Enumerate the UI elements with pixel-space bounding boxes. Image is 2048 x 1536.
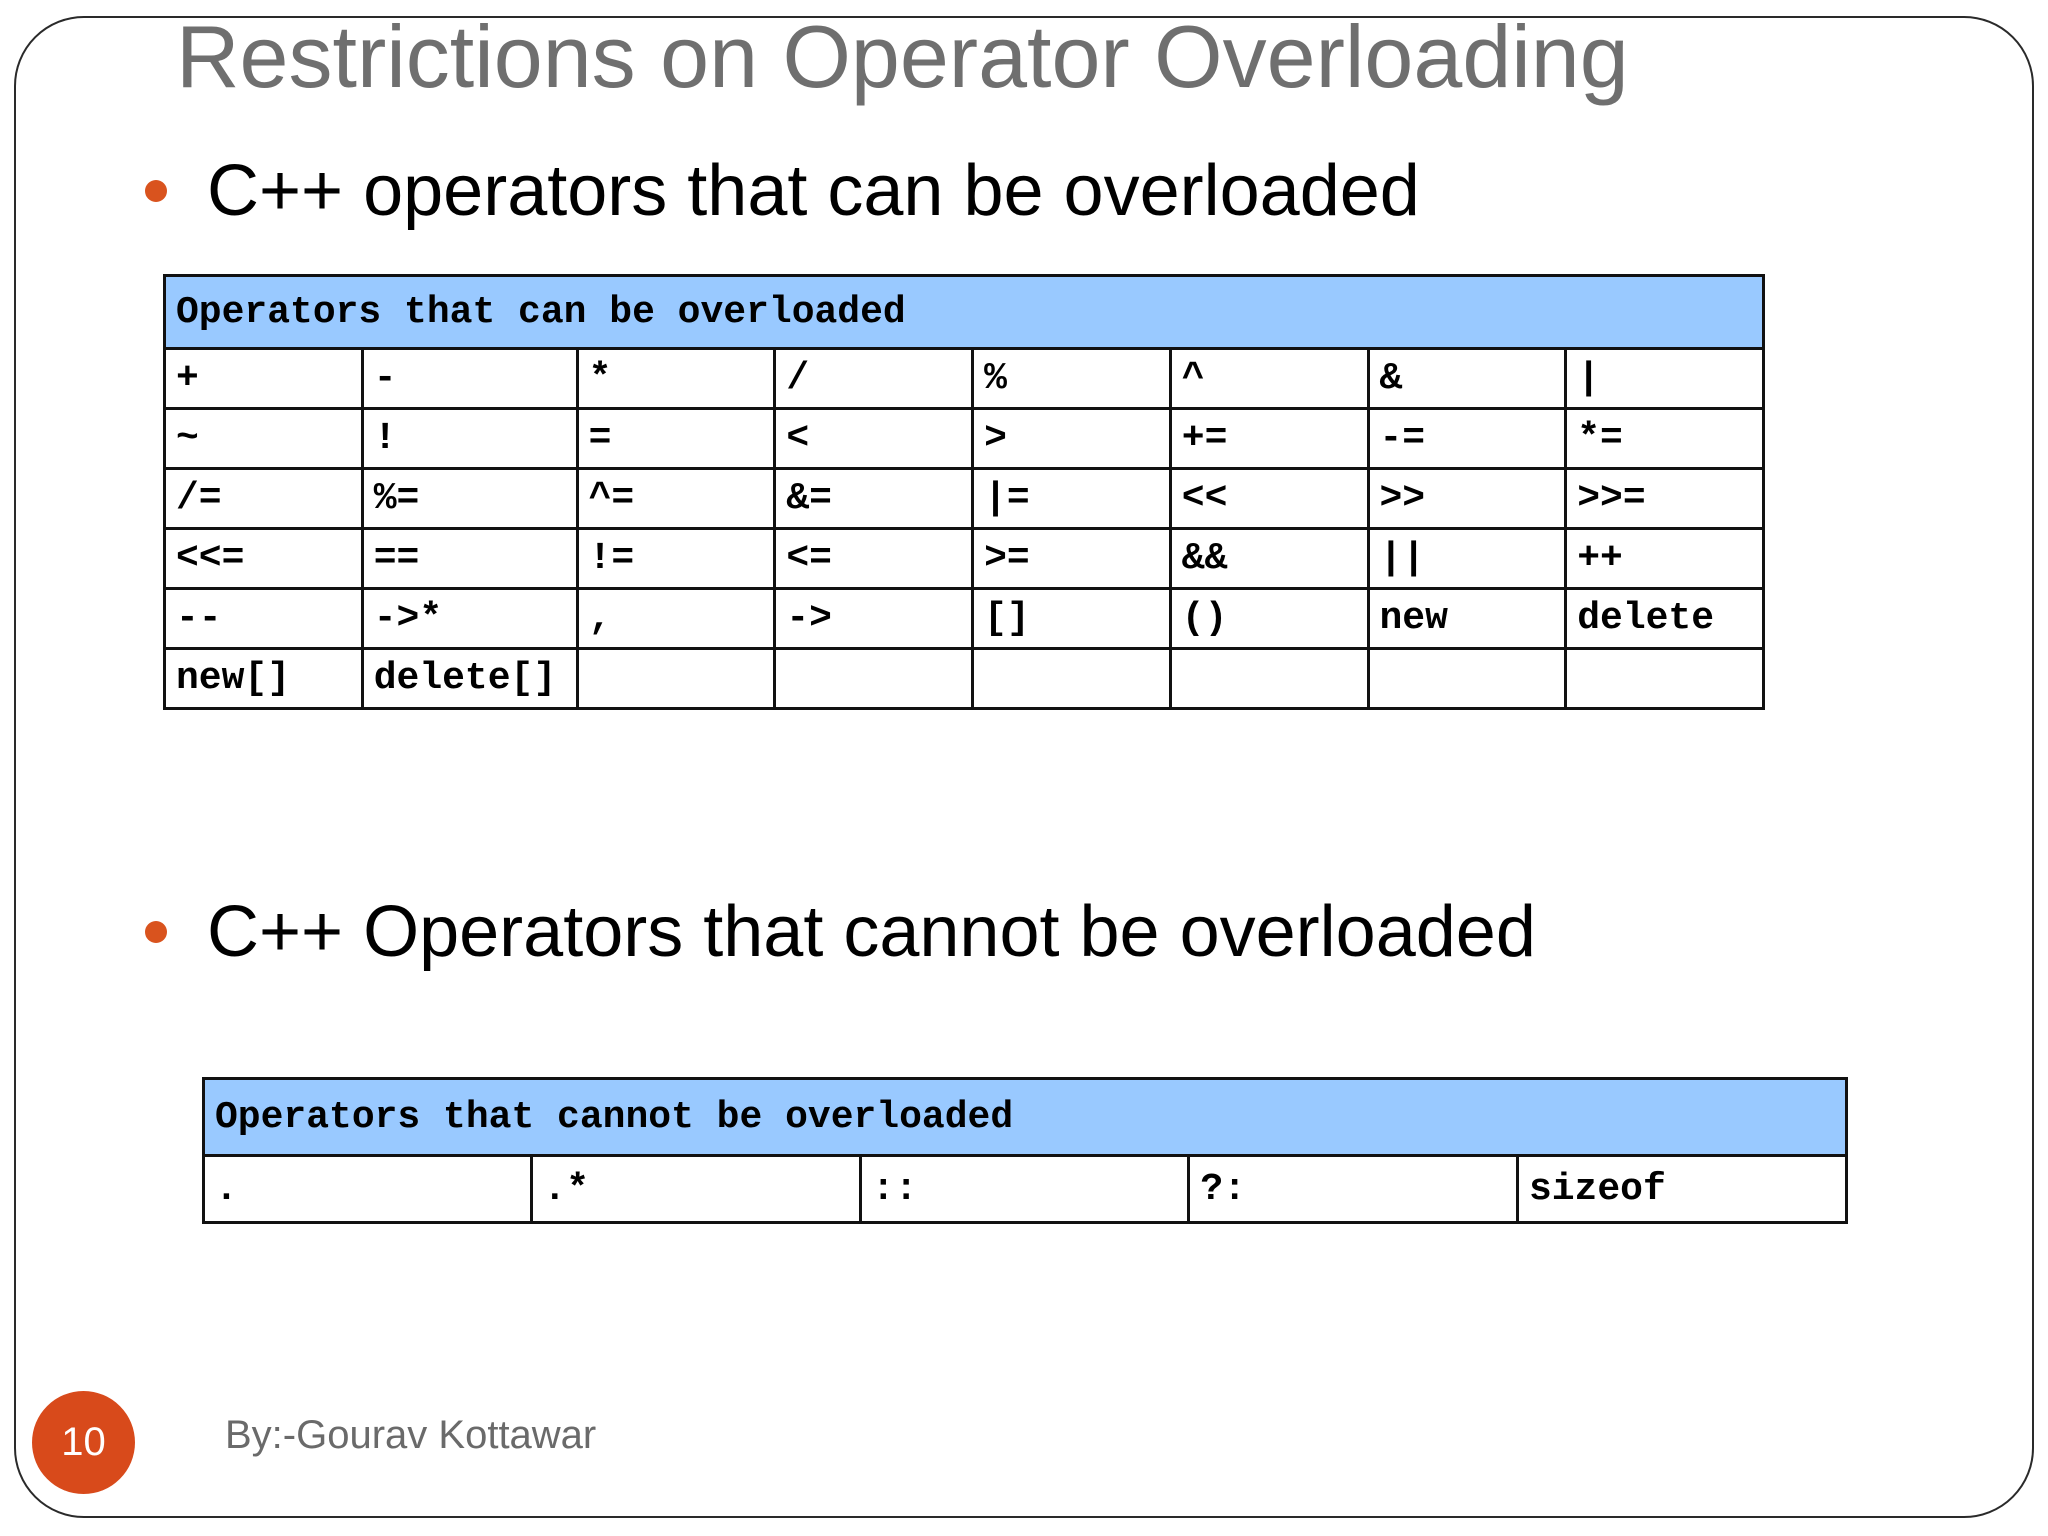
operator-cell: ~: [165, 409, 363, 469]
operator-cell: =: [577, 409, 775, 469]
operator-cell: [577, 649, 775, 709]
operator-cell: |: [1566, 349, 1764, 409]
operator-cell: *=: [1566, 409, 1764, 469]
table-header: Operators that cannot be overloaded: [204, 1079, 1847, 1156]
operator-cell: |=: [973, 469, 1171, 529]
operator-cell: --: [165, 589, 363, 649]
operator-cell: (): [1170, 589, 1368, 649]
operator-cell: +: [165, 349, 363, 409]
operator-cell: -=: [1368, 409, 1566, 469]
operator-cell: ::: [860, 1156, 1189, 1223]
operator-cell: .*: [532, 1156, 861, 1223]
non-overloadable-operators-table: [202, 1077, 1848, 1224]
table-row: [204, 1156, 1847, 1223]
table-header-row: [204, 1079, 1847, 1156]
operator-cell: [775, 649, 973, 709]
operator-cell: [1368, 649, 1566, 709]
slide-frame: [14, 16, 2034, 1518]
operator-cell: >>=: [1566, 469, 1764, 529]
operator-cell: ->*: [362, 589, 577, 649]
slide-title: Restrictions on Operator Overloading: [176, 7, 1629, 106]
author-credit: By:-Gourav Kottawar: [225, 1413, 597, 1457]
operator-cell: -: [362, 349, 577, 409]
operator-cell: +=: [1170, 409, 1368, 469]
operator-cell: %: [973, 349, 1171, 409]
operator-cell: <<=: [165, 529, 363, 589]
operator-cell: <<: [1170, 469, 1368, 529]
table-row: [165, 649, 1764, 709]
operator-cell: ^=: [577, 469, 775, 529]
operator-cell: &: [1368, 349, 1566, 409]
operator-cell: %=: [362, 469, 577, 529]
bullet-dot-icon: [145, 921, 167, 943]
operator-cell: ?:: [1189, 1156, 1518, 1223]
bullet-text: C++ Operators that cannot be overloaded: [207, 892, 1536, 972]
table-row: [165, 409, 1764, 469]
operator-cell: [973, 649, 1171, 709]
operator-cell: delete: [1566, 589, 1764, 649]
overloadable-operators-table: [163, 274, 1765, 710]
operator-cell: delete[]: [362, 649, 577, 709]
operator-cell: new[]: [165, 649, 363, 709]
operator-cell: <=: [775, 529, 973, 589]
operator-cell: ->: [775, 589, 973, 649]
operator-cell: >: [973, 409, 1171, 469]
table-row: [165, 529, 1764, 589]
operator-cell: ^: [1170, 349, 1368, 409]
table-row: [165, 469, 1764, 529]
operator-cell: *: [577, 349, 775, 409]
operator-cell: /: [775, 349, 973, 409]
page-number-badge: 10: [32, 1391, 135, 1494]
operator-cell: <: [775, 409, 973, 469]
operator-cell: ||: [1368, 529, 1566, 589]
operator-cell: >=: [973, 529, 1171, 589]
operator-cell: >>: [1368, 469, 1566, 529]
operator-cell: [1170, 649, 1368, 709]
operator-cell: ,: [577, 589, 775, 649]
operator-cell: /=: [165, 469, 363, 529]
bullet-not-overloadable: [145, 891, 1536, 973]
operator-cell: []: [973, 589, 1171, 649]
operator-cell: !=: [577, 529, 775, 589]
table-row: [165, 349, 1764, 409]
operator-cell: sizeof: [1517, 1156, 1846, 1223]
operator-cell: .: [204, 1156, 532, 1223]
table-header-row: [165, 276, 1764, 349]
bullet-overloadable: [145, 150, 1420, 232]
operator-cell: &&: [1170, 529, 1368, 589]
operator-cell: ==: [362, 529, 577, 589]
operator-cell: ++: [1566, 529, 1764, 589]
operator-cell: new: [1368, 589, 1566, 649]
operator-cell: [1566, 649, 1764, 709]
operator-cell: !: [362, 409, 577, 469]
table-header: Operators that can be overloaded: [165, 276, 1764, 349]
bullet-text: C++ operators that can be overloaded: [207, 151, 1420, 231]
operator-cell: &=: [775, 469, 973, 529]
bullet-dot-icon: [145, 180, 167, 202]
table-row: [165, 589, 1764, 649]
